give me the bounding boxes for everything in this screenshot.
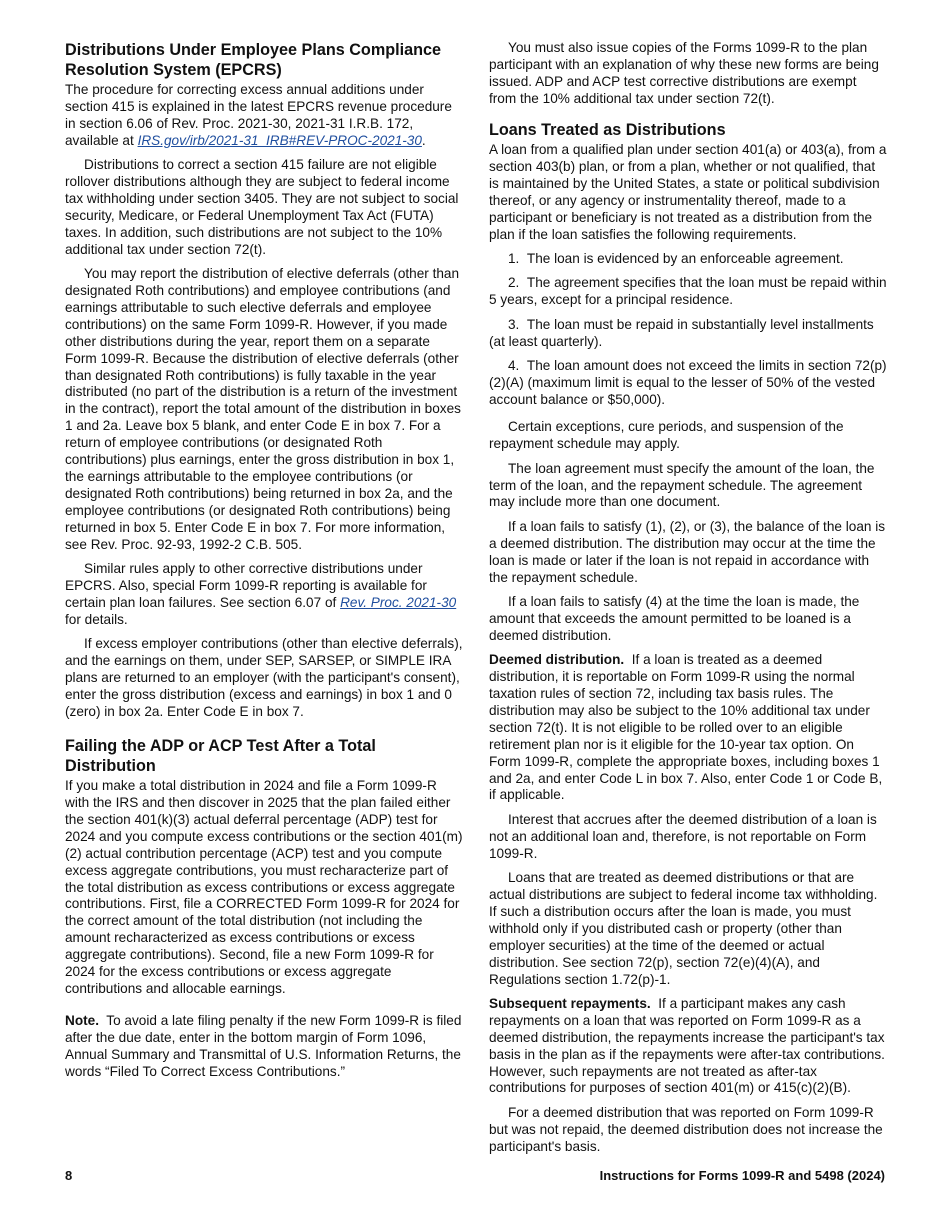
paragraph-interest: Interest that accrues after the deemed distribution of a loan is not an additional loan and, therefore, is not reportable on Form 1099-R. — [489, 811, 877, 861]
paragraph-issue-copies: You must also issue copies of the Forms 1099-R to the plan participant with an explanation of why these new forms are being issued. ADP and ACP test corrective distributions are exempt from the 10% additional tax under section 72(t). — [489, 40, 879, 106]
paragraph-loan-agreement: The loan agreement must specify the amount of the loan, the term of the loan, and the repayment schedule. The agreement may include more than one document. — [489, 460, 875, 510]
list-item: 4. The loan amount does not exceed the limits in section 72(p)(2)(A) (maximum limit is equal to the lesser of 50% of the vested account balance or $50,000). — [489, 358, 887, 407]
irb-link[interactable]: IRS.gov/irb/2021-31_IRB#REV-PROC-2021-30 — [137, 132, 422, 148]
paragraph-subsequent-repayments: Subsequent repayments. If a participant makes any cash repayments on a loan that was reported on Form 1099-R as a deemed distribution, the repayments increase the participant's tax basis in the plan as if the repayments were after-tax contributions. However, such repayments are not treated as after-tax contributions for purposes of section 401(m) or 415(c)(2)(B). — [489, 995, 885, 1096]
heading-adp-acp: Failing the ADP or ACP Test After a Total Distribution — [65, 737, 376, 776]
heading-epcrs: Distributions Under Employee Plans Compliance Resolution System (EPCRS) — [65, 41, 441, 79]
paragraph-epcrs-procedure: The procedure for correcting excess annual additions under section 415 is explained in the latest EPCRS revenue procedure in section 6.06 of Rev. Proc. 2021-30, 2021-31 I.R.B. 172, available at IRS.gov/irb/2021-31_IRB#REV-PROC-2021-30. — [65, 82, 452, 148]
paragraph-loan-requirements: A loan from a qualified plan under section 401(a) or 403(a), from a section 403(b) plan, or from a plan, whether or not qualified, that is maintained by the United States, a state or political subdivision thereof, or any agency or instrumentality thereof, made to a participant or beneficiary is not treated as a distribution from the plan if the loan satisfies the following requirements. — [489, 142, 887, 242]
heading-loans: Loans Treated as Distributions — [489, 121, 726, 140]
list-item: 1. The loan is evidenced by an enforceable agreement. — [508, 251, 844, 267]
paragraph-excess-employer: If excess employer contributions (other than elective deferrals), and the earnings on them, under SEP, SARSEP, or SIMPLE IRA plans are returned to an employer (with the participant's consent), enter the gross distribution (excess and earnings) in box 1 and 0 (zero) in box 2a. Enter Code E in box 7. — [65, 636, 463, 719]
rev-proc-link[interactable]: Rev. Proc. 2021-30 — [340, 594, 457, 610]
paragraph-exceptions: Certain exceptions, cure periods, and suspension of the repayment schedule may apply. — [489, 419, 844, 452]
list-item: 2. The agreement specifies that the loan must be repaid within 5 years, except for a principal residence. — [489, 275, 887, 308]
paragraph-elective-deferrals: You may report the distribution of elective deferrals (other than designated Roth contributions) and employee contributions (and earnings attributable to such elective deferrals and employee contributions) on the same Form 1099-R. However, if you made other distributions during the year, report them on a separate Form 1099-R. Because the distribution of elective deferrals (other than designated Roth contributions) is fully taxable in the year distributed (no part of the distribution is a return of the investment in the contract), report the total amount of the distribution in boxes 1 and 2a. Leave box 5 blank, and enter Code E in box 7. For a return of employee contributions (or designated Roth contributions) plus earnings, enter the gross distribution in box 1, the earnings attributable to the employee contributions (or designated Roth contributions) being returned in box 2a, and the employee contributions (or designated Roth contributions) being returned in box 5. Enter Code E in box 7. For more information, see Rev. Proc. 92-93, 1992-2 C.B. 505. — [65, 266, 461, 552]
paragraph-similar-rules: Similar rules apply to other corrective distributions under EPCRS. Also, special Form 1099-R reporting is available for certain plan loan failures. See section 6.07 of Rev. Proc. 2021-30 for details. — [65, 560, 457, 627]
paragraph-total-distribution: If you make a total distribution in 2024 and file a Form 1099-R with the IRS and then discover in 2025 that the plan failed either the section 401(k)(3) actual deferral percentage (ADP) test for 2024 and you compute excess contributions or the section 401(m)(2) actual contribution percentage (ACP) test and you compute excess aggregate contributions, you must recharacterize part of the total distribution as excess contributions or excess aggregate contributions. First, file a CORRECTED Form 1099-R for 2024 for the correct amount of the total distribution (not including the amount recharacterized as excess contributions or excess aggregate contributions). Second, file a new Form 1099-R for 2024 for the excess contributions or excess aggregate contributions and allocable earnings. — [65, 778, 463, 996]
paragraph-not-repaid: For a deemed distribution that was reported on Form 1099-R but was not repaid, the deemed distribution does not increase the participant's basis. — [489, 1104, 883, 1154]
paragraph-fails-1-2-3: If a loan fails to satisfy (1), (2), or (3), the balance of the loan is a deemed distribution. The distribution may occur at the time the loan is made or later if the loan is not repaid in accordance with the repayment schedule. — [489, 518, 886, 585]
paragraph-fails-4: If a loan fails to satisfy (4) at the time the loan is made, the amount that exceeds the amount permitted to be loaned is a deemed distribution. — [489, 593, 860, 643]
left-column — [65, 40, 463, 1089]
footer-title: Instructions for Forms 1099-R and 5498 (2024) — [599, 1168, 885, 1183]
paragraph-note: Note. To avoid a late filing penalty if the new Form 1099-R is filed after the due date, enter in the bottom margin of Form 1096, Annual Summary and Transmittal of U.S. Information Returns, the words “Filed To Correct Excess Contributions.” — [65, 1013, 462, 1080]
paragraph-section-415: Distributions to correct a section 415 failure are not eligible rollover distributions although they are subject to federal income tax withholding under section 3405. They are not subject to social security, Medicare, or Federal Unemployment Tax Act (FUTA) taxes. In addition, such distributions are not subject to the 10% additional tax under section 72(t). — [65, 157, 459, 257]
paragraph-withholding: Loans that are treated as deemed distributions or that are actual distributions are subject to federal income tax withholding. If such a distribution occurs after the loan is made, you must withhold only if you distributed cash or property (other than employer securities) at the time of the deemed or actual distribution. See section 72(p), section 72(e)(4)(A), and Regulations section 1.72(p)-1. — [489, 870, 878, 987]
page-number: 8 — [65, 1168, 73, 1183]
paragraph-deemed-distribution: Deemed distribution. If a loan is treated as a deemed distribution, it is reportable on Form 1099-R using the normal taxation rules of section 72, including tax basis rules. The distribution may also be subject to the 10% additional tax under section 72(t). It is not eligible to be rolled over to an eligible retirement plan nor is it eligible for the 10-year tax option. On Form 1099-R, complete the appropriate boxes, including boxes 1 and 2a, and enter Code L in box 7. Also, enter Code 1 or Code B, if applicable. — [489, 652, 883, 803]
right-column — [489, 40, 887, 1163]
list-item: 3. The loan must be repaid in substantially level installments (at least quarterly). — [489, 316, 874, 349]
